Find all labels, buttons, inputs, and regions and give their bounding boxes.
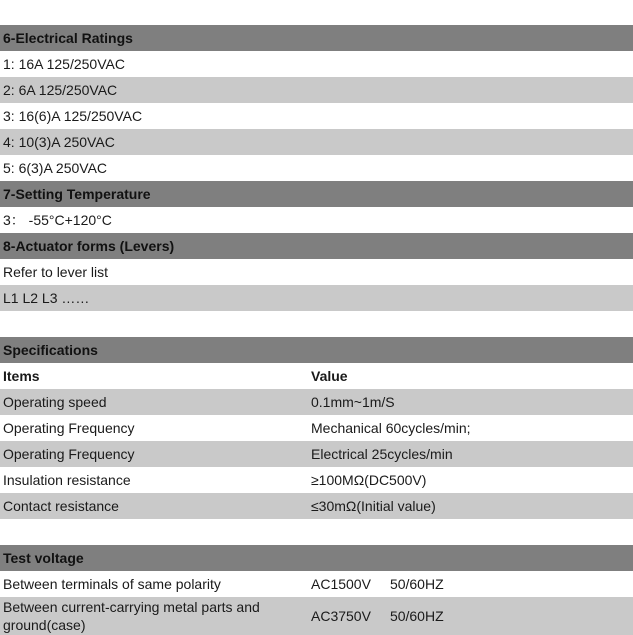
electrical-rating-text: 2: 6A 125/250VAC	[3, 82, 118, 98]
actuator-text: L1 L2 L3 ……	[3, 290, 90, 306]
electrical-rating-row	[0, 77, 633, 103]
electrical-rating-row	[0, 103, 633, 129]
actuator-text: Refer to lever list	[3, 264, 109, 280]
test-voltage-title: Test voltage	[3, 550, 84, 566]
test-voltage-ac: AC1500V	[311, 576, 371, 592]
temperature-row	[0, 207, 633, 233]
actuator-row	[0, 259, 633, 285]
table-row	[0, 571, 633, 597]
actuator-row	[0, 285, 633, 311]
test-voltage-value	[311, 571, 444, 597]
electrical-rating-text: 1: 16A 125/250VAC	[3, 56, 125, 72]
electrical-rating-text: 5: 6(3)A 250VAC	[3, 160, 108, 176]
electrical-ratings-title: 6-Electrical Ratings	[3, 30, 133, 46]
table-row	[0, 597, 633, 635]
electrical-rating-row	[0, 155, 633, 181]
specifications-column-header	[0, 363, 633, 389]
electrical-rating-text: 4: 10(3)A 250VAC	[3, 134, 115, 150]
test-voltage-value	[311, 597, 444, 635]
table-row	[0, 441, 633, 467]
setting-temperature-title: 7-Setting Temperature	[3, 186, 151, 202]
spec-value: Electrical 25cycles/min	[311, 446, 453, 462]
electrical-rating-row	[0, 129, 633, 155]
spec-item: Operating Frequency	[3, 420, 135, 436]
specifications-header	[0, 337, 633, 363]
column-header-items: Items	[3, 368, 40, 384]
test-voltage-ac: AC3750V	[311, 608, 371, 624]
spec-value: ≤30mΩ(Initial value)	[311, 498, 436, 514]
electrical-ratings-header	[0, 25, 633, 51]
test-voltage-frequency: 50/60HZ	[389, 608, 444, 624]
spec-value: 0.1mm~1m/S	[311, 394, 395, 410]
table-row	[0, 493, 633, 519]
test-voltage-item: Between terminals of same polarity	[3, 576, 221, 592]
test-voltage-item: Between current-carrying metal parts and ground(case)	[3, 599, 260, 633]
table-row	[0, 415, 633, 441]
test-voltage-frequency: 50/60HZ	[389, 576, 444, 592]
spec-value: Mechanical 60cycles/min;	[311, 420, 471, 436]
spec-item: Contact resistance	[3, 498, 119, 514]
temperature-text: 3： -55°C+120°C	[3, 212, 112, 228]
spec-item: Operating Frequency	[3, 446, 135, 462]
electrical-rating-row	[0, 51, 633, 77]
setting-temperature-header	[0, 181, 633, 207]
spec-value: ≥100MΩ(DC500V)	[311, 472, 427, 488]
spec-item: Operating speed	[3, 394, 107, 410]
table-row	[0, 467, 633, 493]
electrical-rating-text: 3: 16(6)A 125/250VAC	[3, 108, 143, 124]
specifications-title: Specifications	[3, 342, 98, 358]
test-voltage-header	[0, 545, 633, 571]
actuator-forms-header	[0, 233, 633, 259]
column-header-value: Value	[311, 368, 348, 384]
spec-item: Insulation resistance	[3, 472, 131, 488]
actuator-forms-title: 8-Actuator forms (Levers)	[3, 238, 175, 254]
table-row	[0, 389, 633, 415]
